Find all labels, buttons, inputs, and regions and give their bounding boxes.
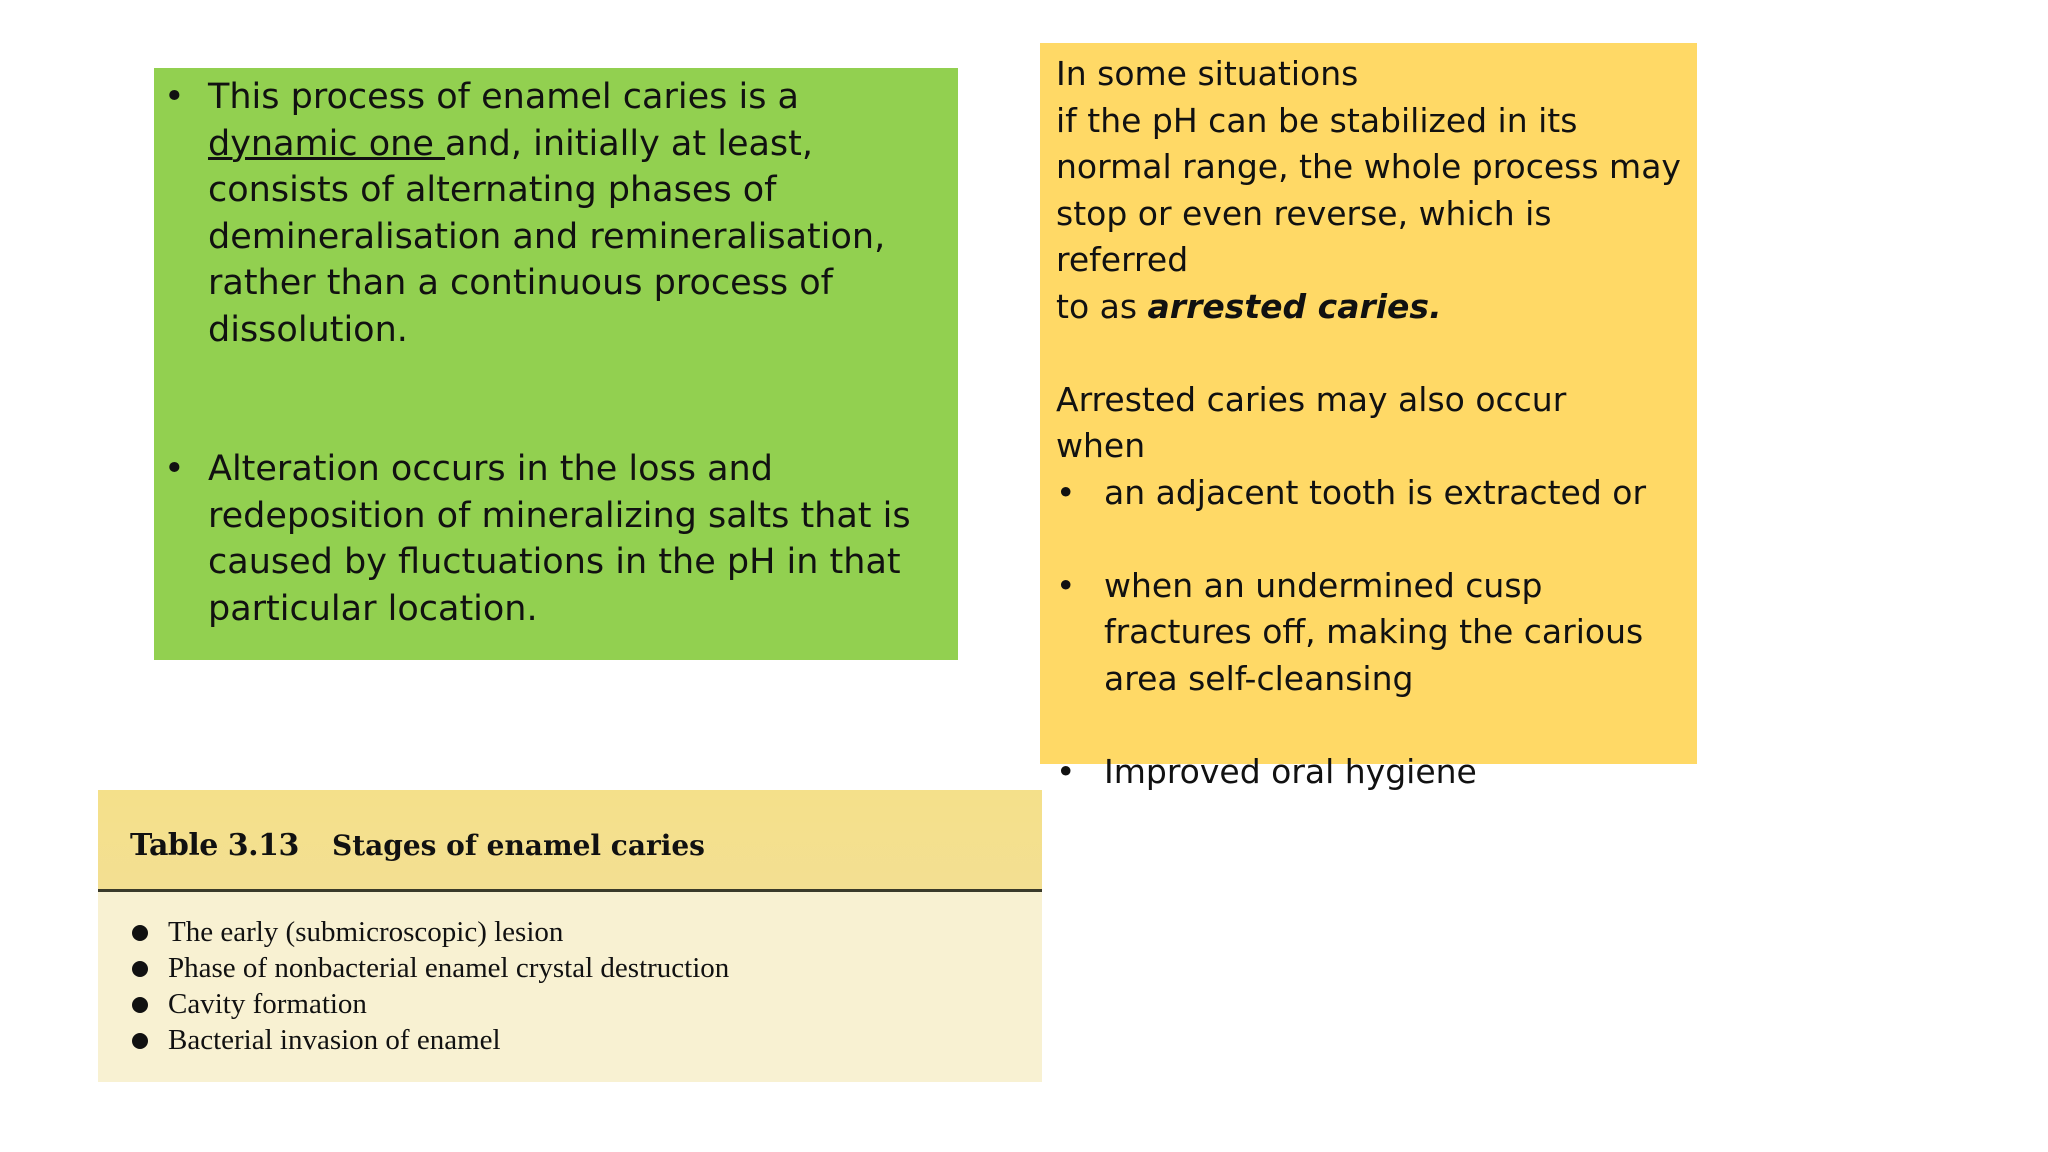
green-text-1-underlined: dynamic one bbox=[208, 123, 446, 164]
green-bullet-item-2 bbox=[164, 446, 918, 632]
table-item-1 bbox=[130, 914, 1042, 950]
bullet-dot-icon bbox=[132, 1033, 148, 1049]
bullet-icon: • bbox=[1056, 472, 1076, 512]
arrested-caries-term: arrested caries. bbox=[1147, 286, 1442, 326]
table-item-text-4: Bacterial invasion of enamel bbox=[168, 1024, 501, 1056]
spacer bbox=[1056, 330, 1685, 377]
bullet-dot-icon bbox=[132, 925, 148, 941]
table-title: Stages of enamel caries bbox=[331, 829, 705, 862]
yellow-bullet-text-2: when an undermined cusp fractures off, making the carious area self-cleansing bbox=[1104, 565, 1644, 698]
green-text-box bbox=[154, 68, 958, 660]
table-header bbox=[98, 790, 1042, 892]
yellow-bullet-text-1: an adjacent tooth is extracted or bbox=[1104, 472, 1647, 512]
table-item-2 bbox=[130, 950, 1042, 986]
yellow-also-occur: Arrested caries may also occur bbox=[1056, 379, 1567, 419]
table-item-3 bbox=[130, 986, 1042, 1022]
green-text-2: Alteration occurs in the loss and redeposition of mineralizing salts that is caused by fluctuations in the pH in that particular location. bbox=[208, 449, 911, 629]
yellow-bullet-item-1 bbox=[1056, 470, 1685, 517]
table-item-text-1: The early (submicroscopic) lesion bbox=[168, 916, 564, 948]
yellow-bullet-item-3 bbox=[1056, 749, 1685, 796]
yellow-line-3 bbox=[1056, 284, 1685, 331]
yellow-line-3-prefix: to as bbox=[1056, 286, 1148, 326]
green-text-1b: and, initially at least, consists of alternating phases of demineralisation and remineralisation, rather than a continuous process of dissolution. bbox=[208, 123, 886, 350]
yellow-bullet-text-3: Improved oral hygiene bbox=[1104, 751, 1477, 791]
stages-table-image bbox=[98, 790, 1042, 1082]
bullet-icon: • bbox=[1056, 751, 1076, 791]
table-list bbox=[130, 914, 1042, 1058]
bullet-dot-icon bbox=[132, 961, 148, 977]
green-text-1a: This process of enamel caries is a bbox=[208, 77, 800, 117]
yellow-text-box bbox=[1040, 43, 1697, 791]
table-item-text-3: Cavity formation bbox=[168, 988, 367, 1020]
bullet-icon: • bbox=[164, 77, 185, 117]
table-body bbox=[98, 892, 1042, 1058]
bullet-icon: • bbox=[1056, 565, 1076, 605]
yellow-bullet-list bbox=[1056, 470, 1685, 796]
yellow-when: when bbox=[1056, 426, 1146, 465]
table-item-text-2: Phase of nonbacterial enamel crystal destruction bbox=[168, 952, 730, 984]
green-bullet-list bbox=[164, 74, 918, 632]
yellow-line-1: In some situations bbox=[1056, 54, 1359, 93]
bullet-icon: • bbox=[164, 449, 185, 489]
table-number: Table 3.13 bbox=[130, 828, 299, 863]
bullet-dot-icon bbox=[132, 997, 148, 1013]
table-item-4 bbox=[130, 1022, 1042, 1058]
yellow-line-2: if the pH can be stabilized in its normal range, the whole process may stop or even reverse, which is referred bbox=[1056, 100, 1681, 279]
green-bullet-item-1 bbox=[164, 74, 918, 353]
yellow-bullet-item-2 bbox=[1056, 563, 1685, 703]
